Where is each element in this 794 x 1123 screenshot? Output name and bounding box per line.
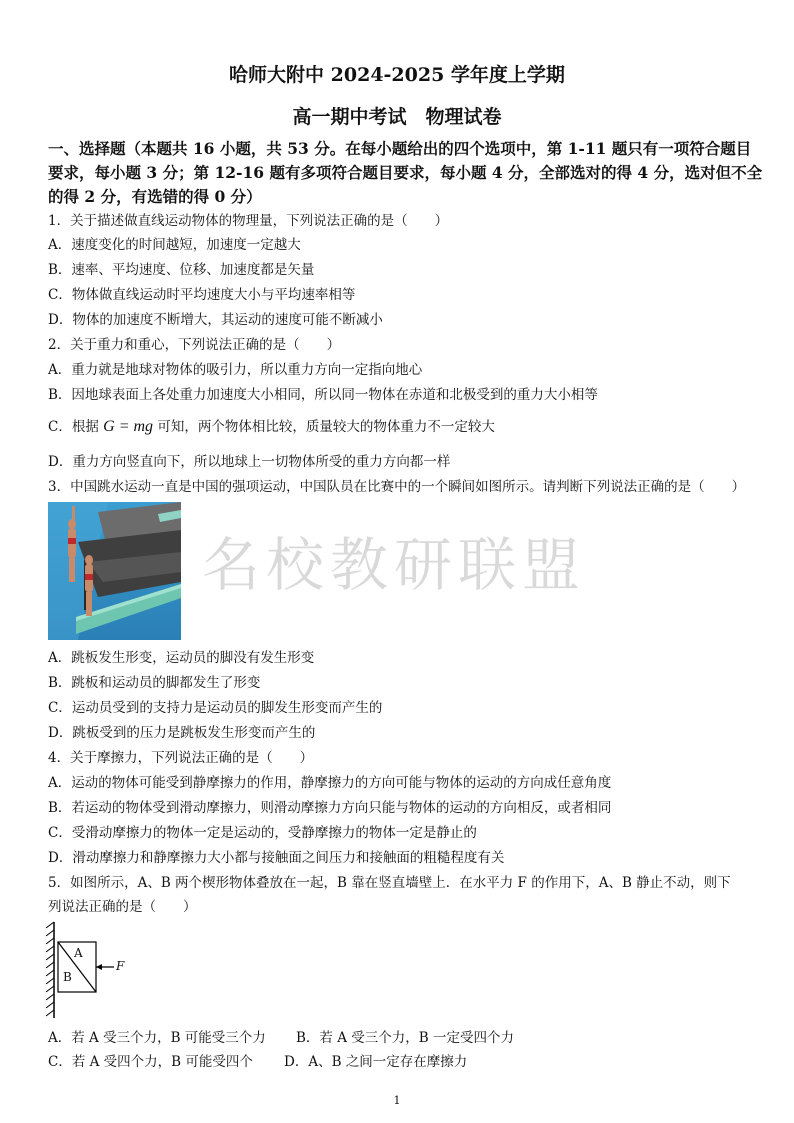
q4-option-d: D．滑动摩擦力和静摩擦力大小都与接触面之间压力和接触面的粗糙程度有关: [48, 850, 505, 866]
q3-option-b: B．跳板和运动员的脚都发生了形变: [48, 675, 261, 691]
q2-option-c-pre: C．根据: [48, 419, 99, 435]
diving-photo: [48, 502, 181, 640]
q5-option-d: D．A、B 之间一定存在摩擦力: [284, 1054, 468, 1070]
q2-option-b: B．因地球表面上各处重力加速度大小相同，所以同一物体在赤道和北极受到的重力大小相等: [48, 387, 598, 403]
q5-option-a: A．若 A 受三个力，B 可能受三个力: [48, 1030, 266, 1046]
exam-subtitle: 高一期中考试 物理试卷: [292, 106, 502, 128]
q1-option-a: A．速度变化的时间越短，加速度一定越大: [48, 237, 301, 253]
wedge-a-label: A: [74, 946, 83, 960]
q2-option-c-post: 可知，两个物体相比较，质量较大的物体重力不一定较大: [157, 419, 495, 435]
q1-option-b: B．速率、平均速度、位移、加速度都是矢量: [48, 262, 315, 278]
section-header: [48, 137, 763, 209]
q4-stem: 4．关于摩擦力，下列说法正确的是（ ）: [48, 750, 314, 766]
q2-stem: 2．关于重力和重心，下列说法正确的是（ ）: [48, 337, 341, 353]
q5-option-b: B．若 A 受三个力，B 一定受四个力: [296, 1030, 514, 1046]
q4-option-b: B．若运动的物体受到滑动摩擦力，则滑动摩擦力方向只能与物体的运动的方向相反，或者相同: [48, 800, 612, 816]
q5-stem-1: 5．如图所示，A、B 两个楔形物体叠放在一起，B 靠在竖直墙壁上．在水平力 F 的作用下，A、B 静止不动，则下: [48, 875, 731, 891]
section-line-1: 一、选择题（本题共 16 小题，共 53 分。在每小题给出的四个选项中，第 1-11 题只有一项符合题目: [48, 139, 752, 158]
q3-option-a: A．跳板发生形变，运动员的脚没有发生形变: [48, 650, 315, 666]
q5-options-row-1: [48, 1029, 748, 1047]
exam-title: 哈师大附中 2024-2025 学年度上学期: [229, 64, 565, 86]
q5-stem-2: 列说法正确的是（ ）: [48, 899, 197, 915]
section-line-2: 要求，每小题 3 分；第 12-16 题有多项符合题目要求，每小题 4 分，全部选对的得 4 分，选对但不全: [48, 163, 763, 182]
q1-stem: 1．关于描述做直线运动物体的物理量，下列说法正确的是（ ）: [48, 213, 449, 229]
q1-option-d: D．物体的加速度不断增大，其运动的速度可能不断减小: [48, 312, 383, 328]
q4-option-c: C．受滑动摩擦力的物体一定是运动的，受静摩擦力的物体一定是静止的: [48, 825, 477, 841]
page-number: 1: [393, 1094, 401, 1107]
q3-option-c: C．运动员受到的支持力是运动员的脚发生形变而产生的: [48, 700, 383, 716]
q1-option-c: C．物体做直线运动时平均速度大小与平均速率相等: [48, 287, 356, 303]
q3-option-d: D．跳板受到的压力是跳板发生形变而产生的: [48, 725, 316, 741]
q2-option-c: [48, 418, 495, 436]
section-line-3: 的得 2 分，有选错的得 0 分）: [48, 187, 262, 206]
watermark: 名校教研联盟: [202, 531, 587, 599]
q4-option-a: A．运动的物体可能受到静摩擦力的作用，静摩擦力的方向可能与物体的运动的方向成任意角度: [48, 775, 612, 791]
q5-options-row-2: [48, 1053, 748, 1071]
q3-stem: 3．中国跳水运动一直是中国的强项运动，中国队员在比赛中的一个瞬间如图所示。请判断下列说法正确的是（ ）: [48, 479, 746, 495]
q2-option-d: D．重力方向竖直向下，所以地球上一切物体所受的重力方向都一样: [48, 454, 451, 470]
wedge-b-label: B: [63, 970, 72, 984]
q2-option-a: A．重力就是地球对物体的吸引力，所以重力方向一定指向地心: [48, 362, 423, 378]
wedge-diagram: [44, 920, 144, 1020]
gravity-formula: G = mg: [103, 418, 154, 435]
force-f-label: F: [116, 959, 125, 973]
q5-option-c: C．若 A 受四个力，B 可能受四个: [48, 1054, 253, 1070]
